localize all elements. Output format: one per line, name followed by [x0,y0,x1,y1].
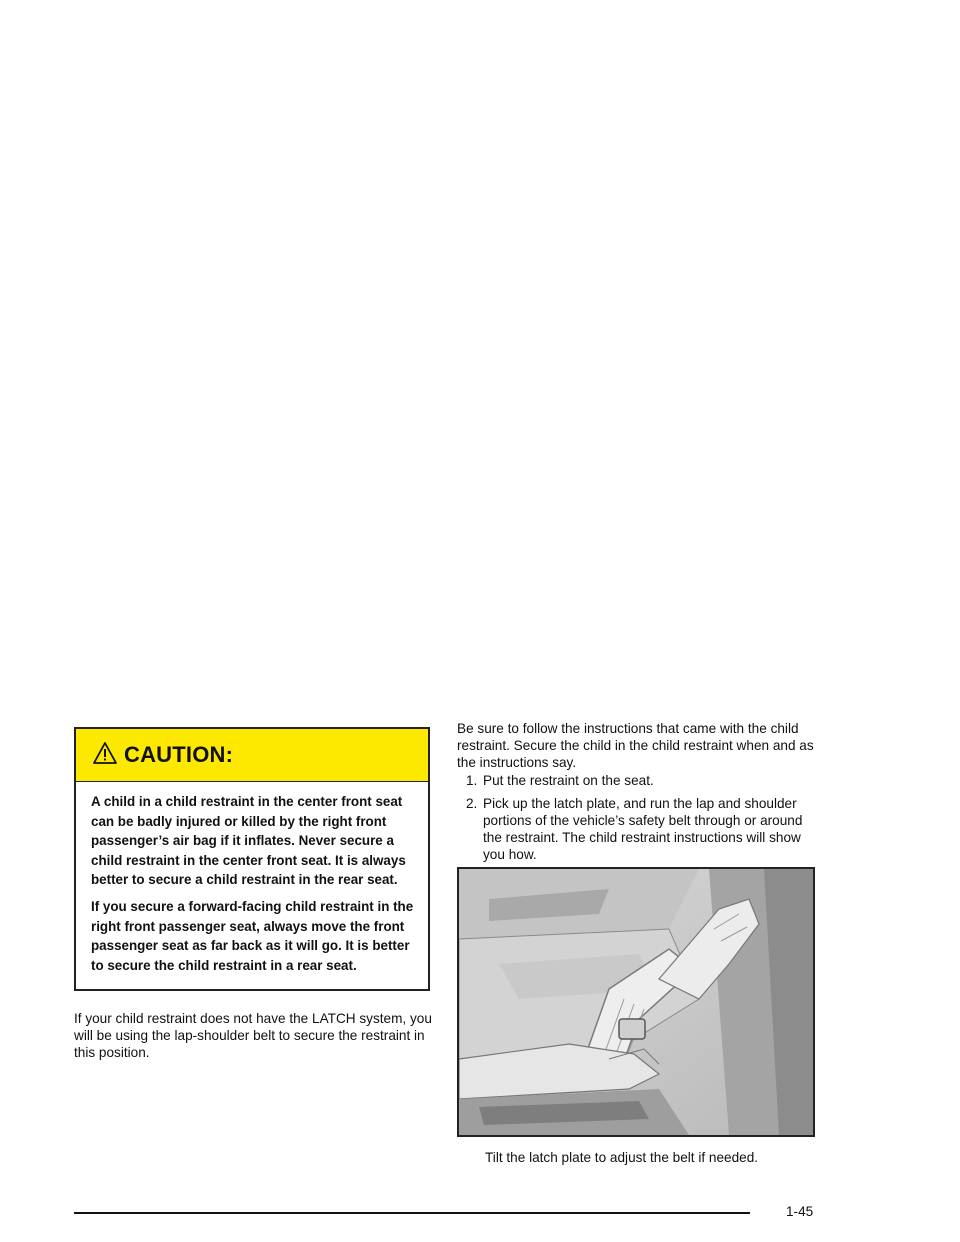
instructions-intro-paragraph: Be sure to follow the instructions that came with the child restraint. Secure the child in the child restraint when and as the instructions say. [457,721,814,770]
step-text: Put the restraint on the seat. [483,773,654,788]
step-number: 2. [466,796,478,811]
page-number: 1-45 [786,1204,814,1219]
list-item [466,772,836,789]
latch-system-paragraph: If your child restraint does not have the LATCH system, you will be using the lap-shoulder belt to secure the restraint in this position. [74,1011,432,1060]
latch-plate-illustration [457,867,815,1137]
figure-caption: Tilt the latch plate to adjust the belt if needed. [485,1150,759,1165]
caution-paragraph: If you secure a forward-facing child restraint in the right front passenger seat, always move the front passenger seat as far back as it will go. It is better to secure the child restraint in a rear seat. [91,898,414,973]
step-text: Pick up the latch plate, and run the lap and shoulder portions of the vehicle’s safety belt through or around the restraint. The child restraint instructions will show you how. [483,796,803,862]
footer-divider [74,1212,750,1214]
list-item [466,795,836,863]
steps-list [466,772,836,869]
caution-header [76,729,428,782]
caution-title: CAUTION: [124,742,234,767]
step-number: 1. [466,773,478,788]
caution-body [76,782,428,975]
caution-paragraph: A child in a child restraint in the center front seat can be badly injured or killed by the right front passenger’s air bag if it inflates. Never secure a child restraint in the center front seat. It is always better to secure a child restraint in the rear seat. [91,794,406,888]
seat-belt-illustration-graphic [459,869,813,1135]
warning-triangle-icon [92,741,118,765]
caution-box [74,727,430,991]
